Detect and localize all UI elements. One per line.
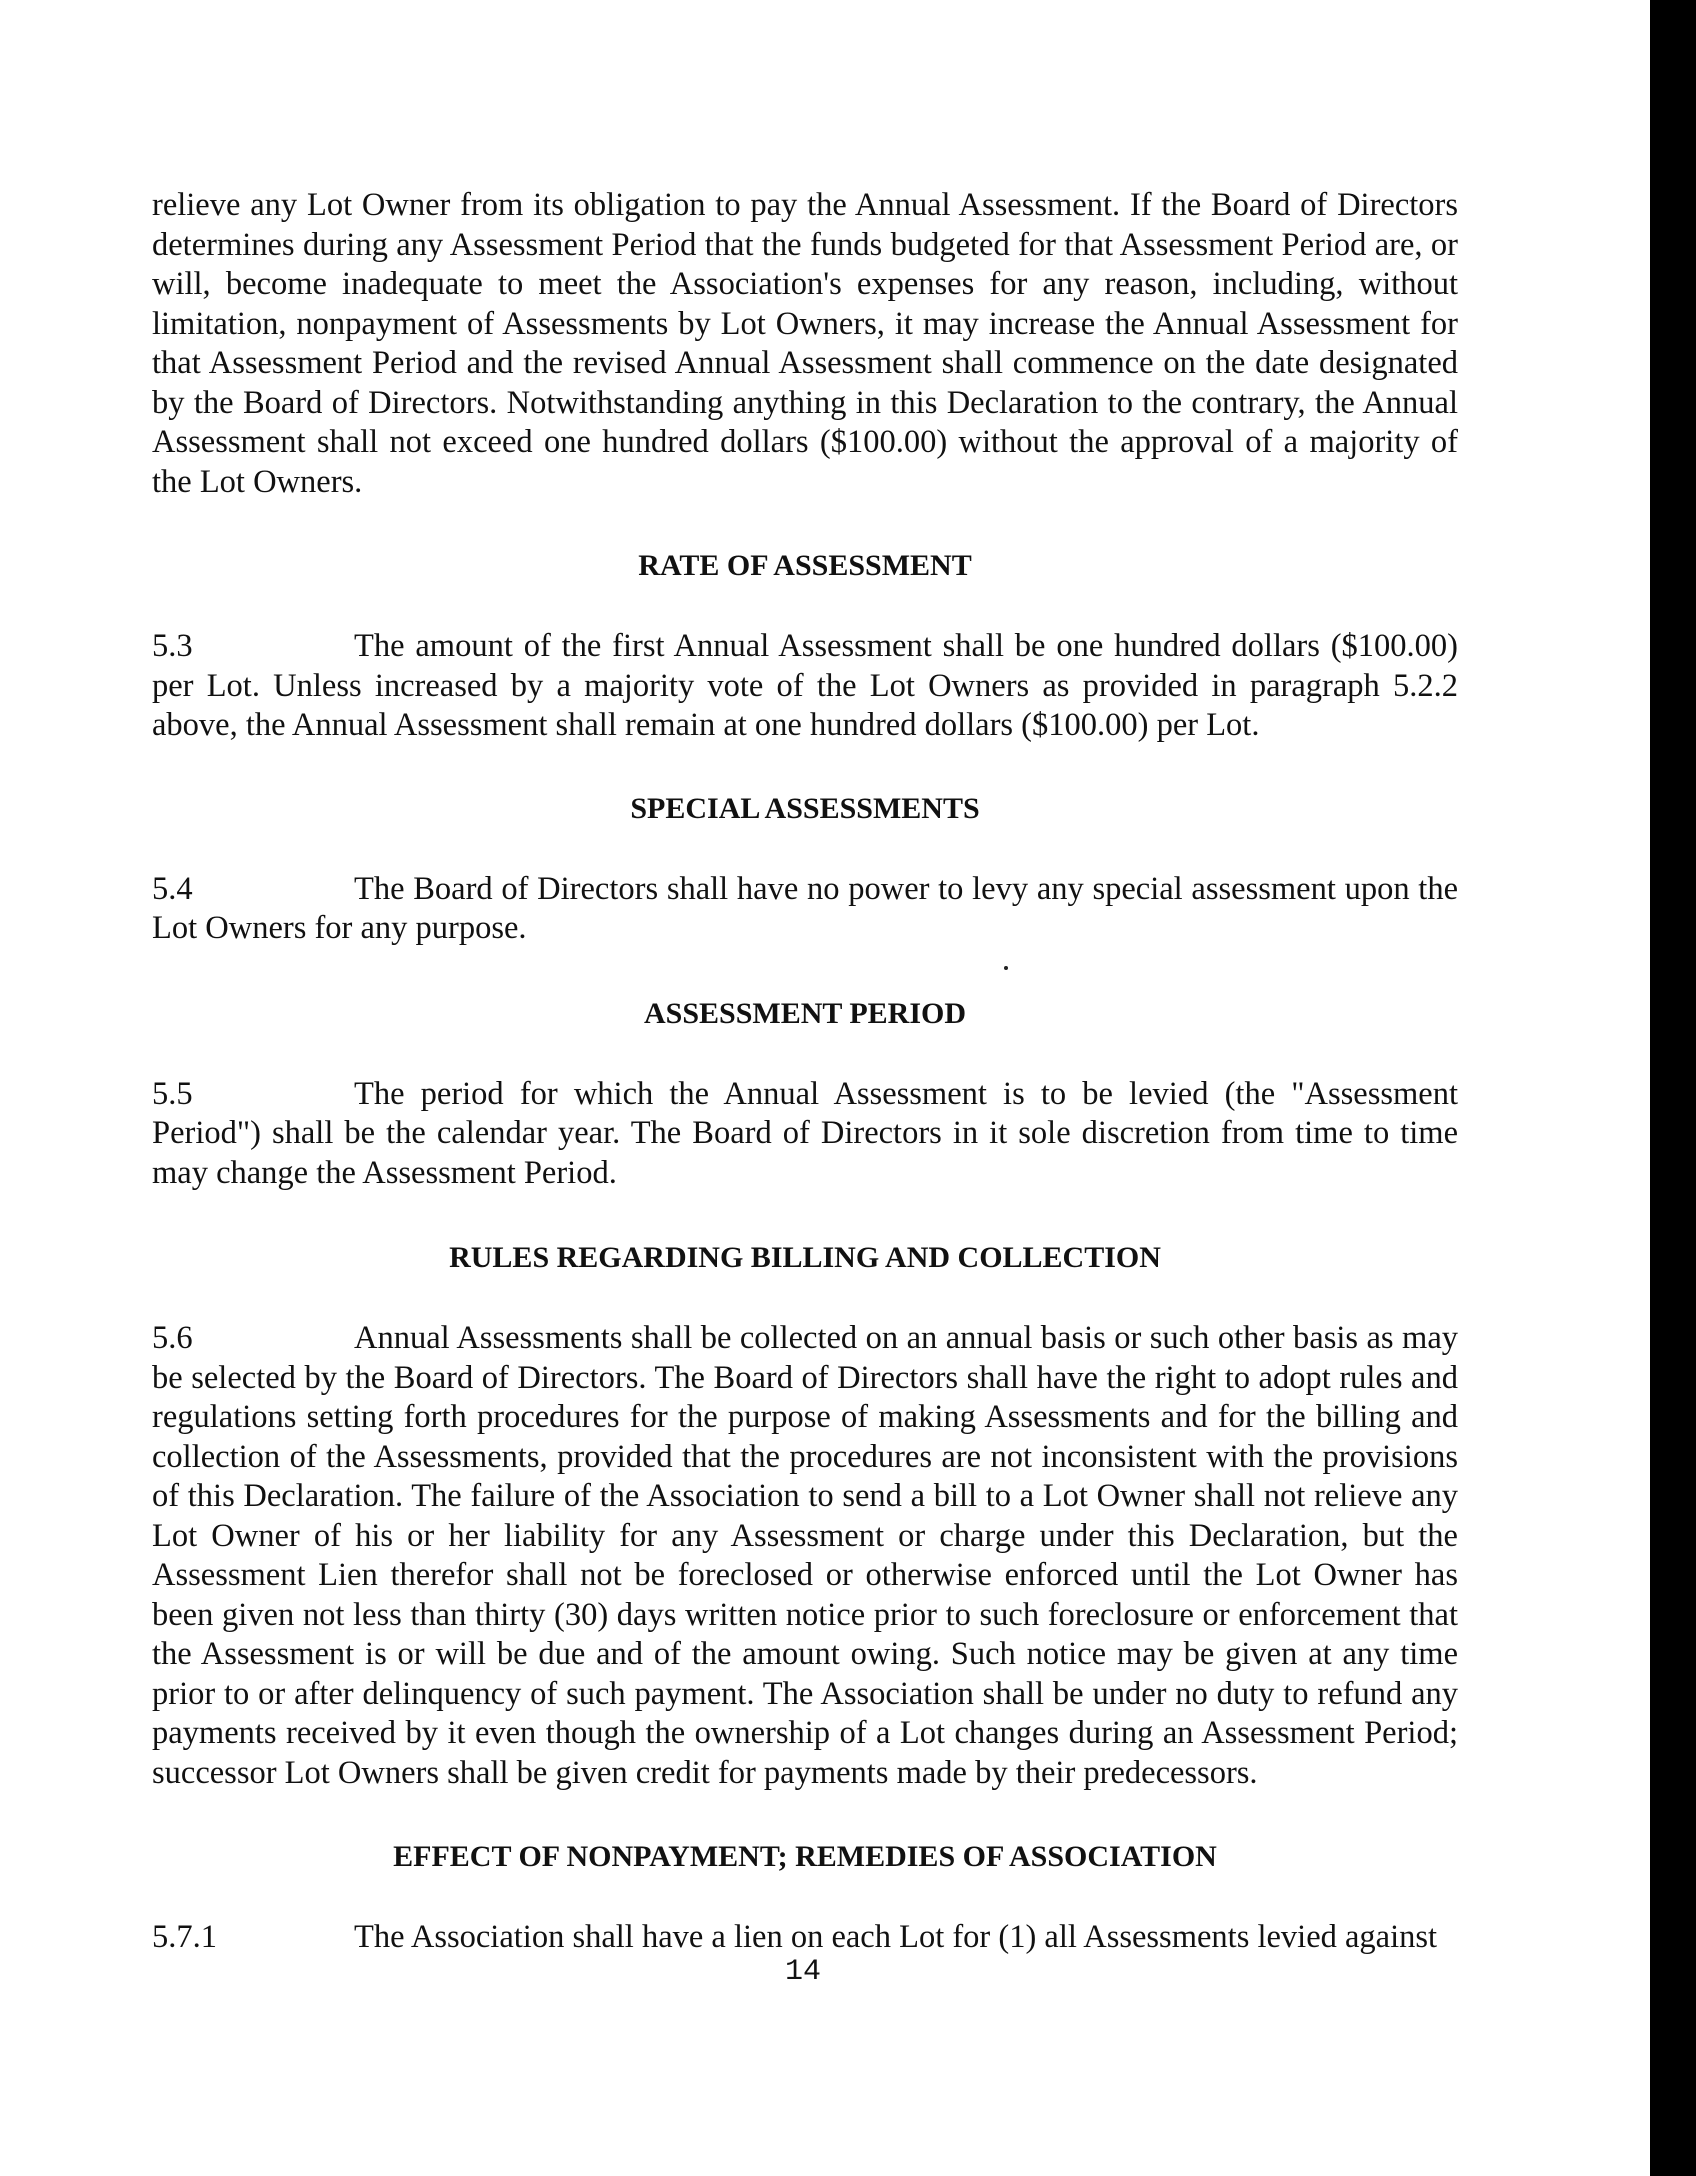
paragraph-5-3 <box>152 627 1458 746</box>
heading-special-assessments: SPECIAL ASSESSMENTS <box>630 791 980 825</box>
heading-rules-billing-collection: RULES REGARDING BILLING AND COLLECTION <box>449 1241 1161 1274</box>
paragraph-5-6 <box>152 1319 1458 1793</box>
section-number: 5.7.1 <box>152 1919 217 1955</box>
document-page <box>152 186 1458 1958</box>
section-number: 5.5 <box>152 1075 193 1112</box>
heading-rate-of-assessment: RATE OF ASSESSMENT <box>638 549 972 582</box>
section-text: The amount of the first Annual Assessment shall be one hundred dollars ($100.00) per Lot. Unless increased by a majority vote of the Lot Owners as provided in paragraph 5.2.2 above, the Annual Assessment shall remain at one hundred dollars ($100.00) per Lot. <box>152 628 1458 743</box>
section-number: 5.3 <box>152 628 193 664</box>
paragraph-5-7-1 <box>152 1918 1458 1958</box>
scan-border <box>1650 0 1696 2176</box>
paragraph-5-5 <box>152 1075 1458 1194</box>
scan-speck <box>1004 966 1008 970</box>
section-text: Annual Assessments shall be collected on an annual basis or such other basis as may be selected by the Board of Directors. The Board of Directors shall have the right to adopt rules and regulations setting forth procedures for the purpose of making Assessments and for the billing and collection of the Assessments, provided that the procedures are not inconsistent with the provisions of this Declaration. The failure of the Association to send a bill to a Lot Owner shall not relieve any Lot Owner of his or her liability for any Assessment or charge under this Declaration, but the Assessment Lien therefor shall not be foreclosed or otherwise enforced until the Lot Owner has been given not less than thirty (30) days written notice prior to such foreclosure or enforcement that the Assessment is or will be due and of the amount owing. Such notice may be given at any time prior to or after delinquency of such payment. The Association shall be under no duty to refund any payments received by it even though the ownership of a Lot changes during an Assessment Period; successor Lot Owners shall be given credit for payments made by their predecessors. <box>152 1320 1458 1791</box>
paragraph-5-4 <box>152 870 1458 949</box>
paragraph-continuation: relieve any Lot Owner from its obligation to pay the Annual Assessment. If the Board of Directors determines during any Assessment Period that the funds budgeted for that Assessment Period are, or will, become inadequate to meet the Association's expenses for any reason, including, without limitation, nonpayment of Assessments by Lot Owners, it may increase the Annual Assessment for that Assessment Period and the revised Annual Assessment shall commence on the date designated by the Board of Directors. Notwithstanding anything in this Declaration to the contrary, the Annual Assessment shall not exceed one hundred dollars ($100.00) without the approval of a majority of the Lot Owners. <box>152 187 1458 500</box>
section-text: The Board of Directors shall have no power to levy any special assessment upon the Lot Owners for any purpose. <box>152 870 1458 946</box>
heading-assessment-period: ASSESSMENT PERIOD <box>643 996 967 1030</box>
section-number: 5.4 <box>152 870 193 907</box>
section-number: 5.6 <box>152 1320 193 1356</box>
section-text: The period for which the Annual Assessment is to be levied (the "Assessment Period") shall be the calendar year. The Board of Directors in it sole discretion from time to time may change the Assessment Period. <box>152 1075 1458 1191</box>
page-number: 14 <box>784 1955 821 1989</box>
heading-effect-of-nonpayment: EFFECT OF NONPAYMENT; REMEDIES OF ASSOCIATION <box>393 1840 1217 1873</box>
section-text: The Association shall have a lien on each Lot for (1) all Assessments levied against <box>354 1919 1438 1955</box>
